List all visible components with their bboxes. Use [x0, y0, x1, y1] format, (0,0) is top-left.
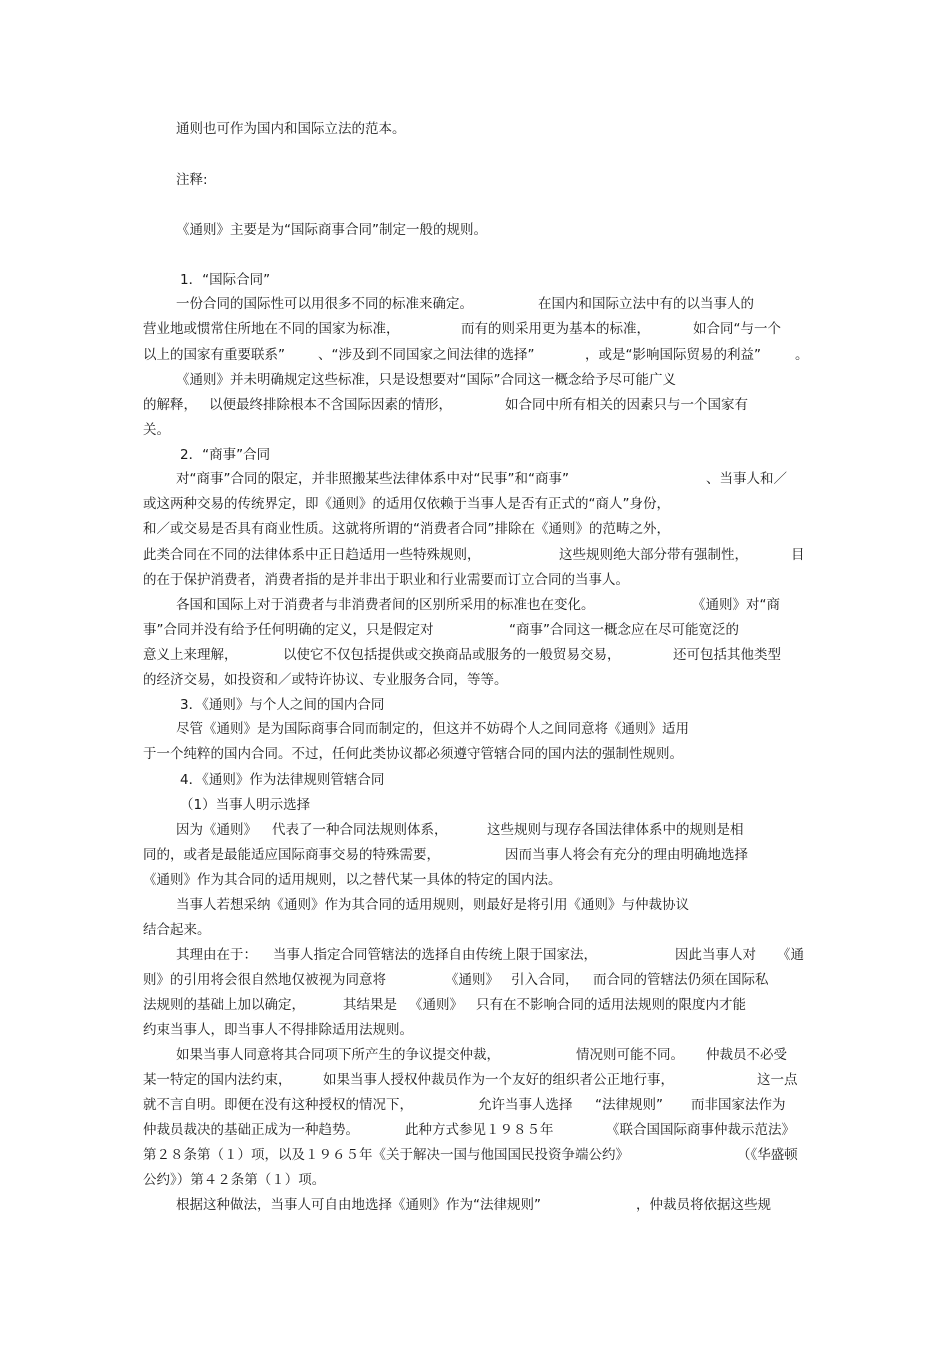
document-page: 通则也可作为国内和国际立法的范本。 注释: 《通则》主要是为“国际商事合同”制定一般的规则。 1．“国际合同” 一份合同的国际性可以用很多不同的标准来确定。 在国内和国际立法中有的以当事人的 营业地或惯常住所地在不同的国家为标准， 而有的则采用更为基本的标准， 如合同“与一个 以上的国家有重要联系” 、“涉及到不同国家之间法律的选择” ，或是“影响国际贸易的利益” 。 《通则》并未明确规定这些标准，只是设想要对“国际”合同这一概念给予尽可能广义 的解释， 以便最终排除根本不含国际因素的情形， 如合同中所有相关的因素只与一个国家有 关。 2．“商事”合同 对“商事”合同的限定，并非照搬某些法律体系中对“民事”和“商事” 、当事人和／ 或这两种交易的传统界定，即《通则》的适用仅依赖于当事人是否有正式的“商人”身份， 和／或交易是否具有商业性质。这就将所谓的“消费者合同”排除在《通则》的范畴之外， 此类合同在不同的法律体系中正日趋适用一些特殊规则， 这些规则绝大部分带有强制性， 目 的在于保护消费者，消费者指的是并非出于职业和行业需要而订立合同的当事人。 各国和国际上对于消费者与非消费者间的区别所采用的标准也在变化。 《通则》对“商 事”合同并没有给予任何明确的定义，只是假定对 “商事”合同这一概念应在尽可能宽泛的 意义上来理解， 以使它不仅包括提供或交换商品或服务的一般贸易交易， 还可包括其他类型 的经济交易，如投资和／或特许协议、专业服务合同，等等。 3．《通则》与个人之间的国内合同 尽管《通则》是为国际商事合同而制定的，但这并不妨碍个人之间同意将《通则》适用 于一个纯粹的国内合同。不过，任何此类协议都必须遵守管辖合同的国内法的强制性规则。 4．《通则》作为法律规则管辖合同 （1）当事人明示选择 因为《通则》 代表了一种合同法规则体系， 这些规则与现存各国法律体系中的规则是相 同的，或者是最能适应国际商事交易的特殊需要， 因而当事人将会有充分的理由明确地选择 《通则》作为其合同的适用规则，以之替代某一具体的特定的国内法。 当事人若想采纳《通则》作为其合同的适用规则，则最好是将引用《通则》与仲裁协议 结合起来。 其理由在于： 当事人指定合同管辖法的选择自由传统上限于国家法， 因此当事人对 《通 则》的引用将会很自然地仅被视为同意将 《通则》 引入合同， 而合同的管辖法仍须在国际私 法规则的基础上加以确定， 其结果是 《通则》 只有在不影响合同的适用法规则的限度内才能 约束当事人，即当事人不得排除适用法规则。 如果当事人同意将其合同项下所产生的争议提交仲裁， 情况则可能不同。 仲裁员不必受 某一特定的国内法约束， 如果当事人授权仲裁员作为一个友好的组织者公正地行事， 这一点 就不言自明。即便在没有这种授权的情况下， 允许当事人选择 “法律规则” 而非国家法作为 仲裁员裁决的基础正成为一种趋势。 此种方式参见１９８５年 《联合国国际商事仲裁示范法》 第２８条第（１）项，以及１９６５年《关于解决一国与他国国民投资争端公约》 （《华盛顿 公约》）第４２条第（１）项。 根据这种做法，当事人可自由地选择《通则》作为“法律规则” ，仲裁员将依据这些规 — [143, 121, 809, 1213]
